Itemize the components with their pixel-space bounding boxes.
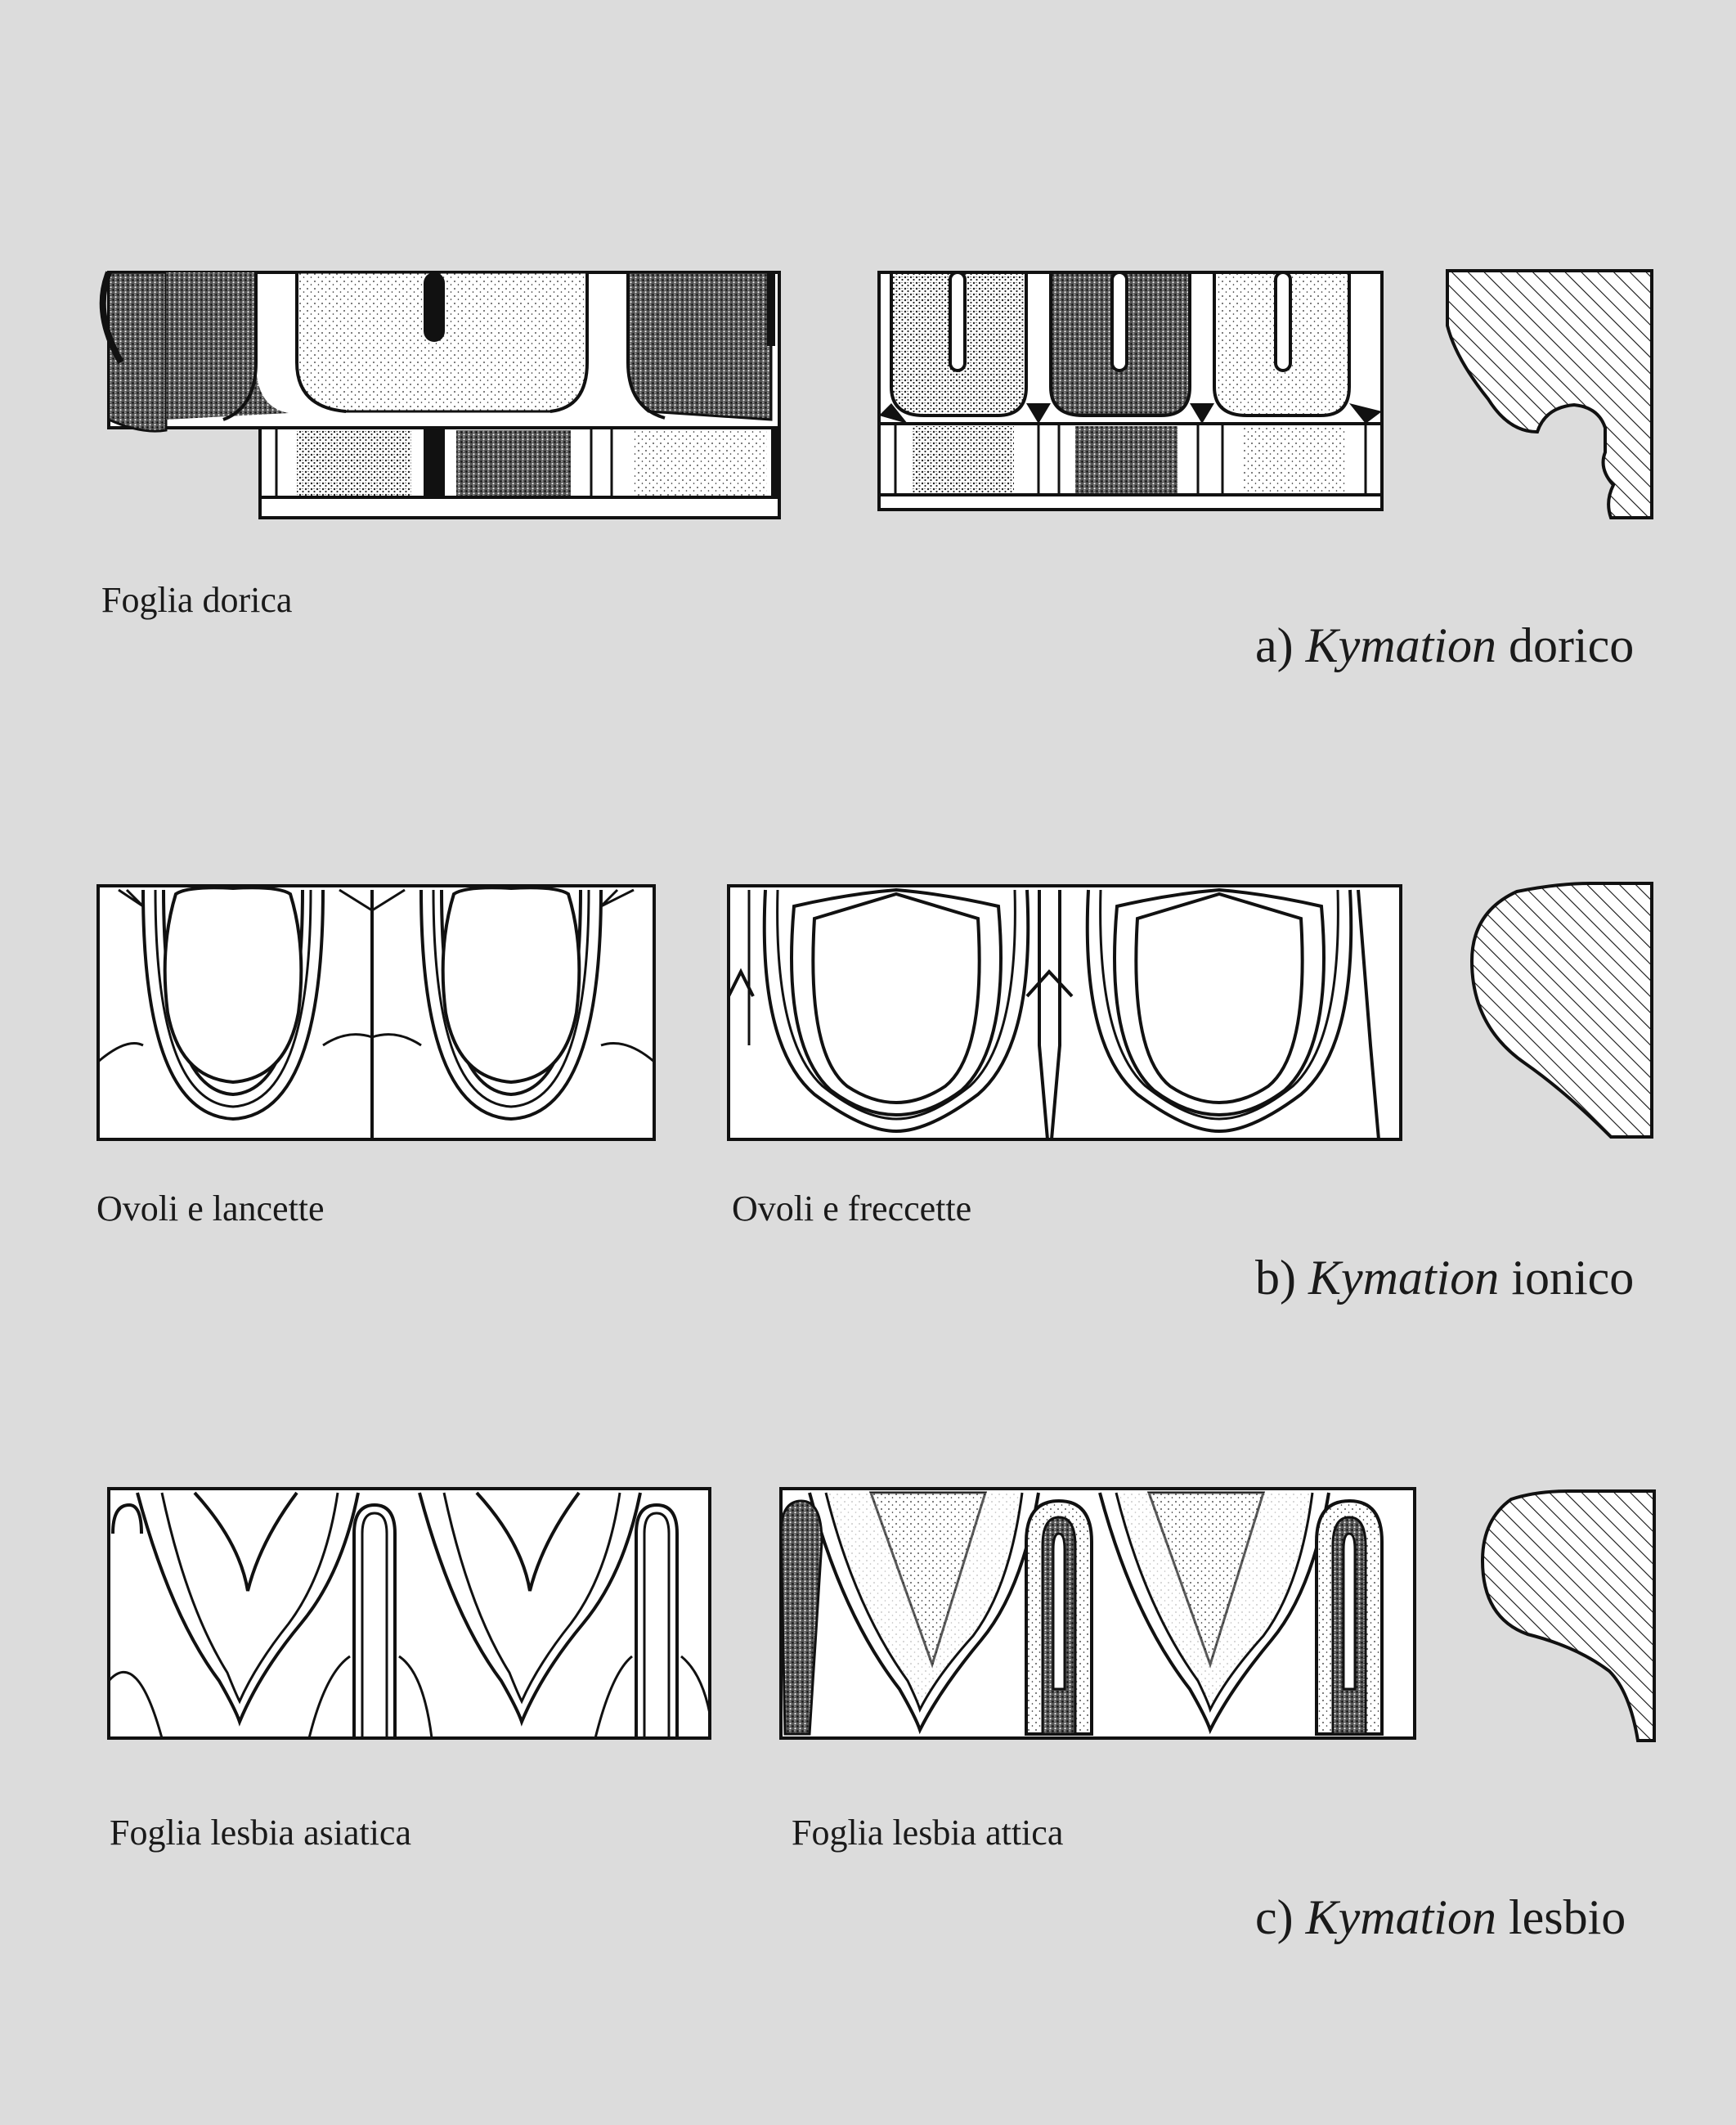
heading-prefix: a) (1255, 618, 1294, 672)
caption-foglia-lesbia-asiatica: Foglia lesbia asiatica (110, 1813, 411, 1853)
heading-suffix: lesbio (1508, 1890, 1626, 1944)
heading-kymation-lesbio (1255, 1889, 1626, 1946)
lesbian-leaf-asiatic-drawing (105, 1485, 714, 1742)
heading-prefix: c) (1255, 1890, 1294, 1944)
heading-term: Kymation (1308, 1251, 1500, 1305)
ionic-profile-section (1468, 879, 1656, 1141)
caption-ovoli-freccette: Ovoli e freccette (732, 1188, 972, 1229)
heading-kymation-ionico (1255, 1250, 1634, 1306)
caption-foglia-dorica: Foglia dorica (101, 580, 293, 620)
lesbian-leaf-attic-drawing (777, 1485, 1419, 1742)
egg-and-dart-lancet-drawing (94, 882, 658, 1142)
caption-ovoli-lancette: Ovoli e lancette (96, 1188, 325, 1229)
heading-kymation-dorico (1255, 618, 1634, 674)
doric-profile-section (1443, 264, 1656, 526)
egg-and-dart-arrow-drawing (724, 882, 1405, 1142)
doric-leaf-drawing-right (875, 264, 1386, 526)
heading-term: Kymation (1305, 618, 1496, 672)
heading-prefix: b) (1255, 1251, 1296, 1305)
doric-leaf-drawing-left (92, 264, 783, 526)
heading-suffix: dorico (1508, 618, 1635, 672)
lesbian-profile-section (1478, 1487, 1658, 1745)
caption-foglia-lesbia-attica: Foglia lesbia attica (792, 1813, 1064, 1853)
heading-term: Kymation (1305, 1890, 1496, 1944)
heading-suffix: ionico (1511, 1251, 1635, 1305)
